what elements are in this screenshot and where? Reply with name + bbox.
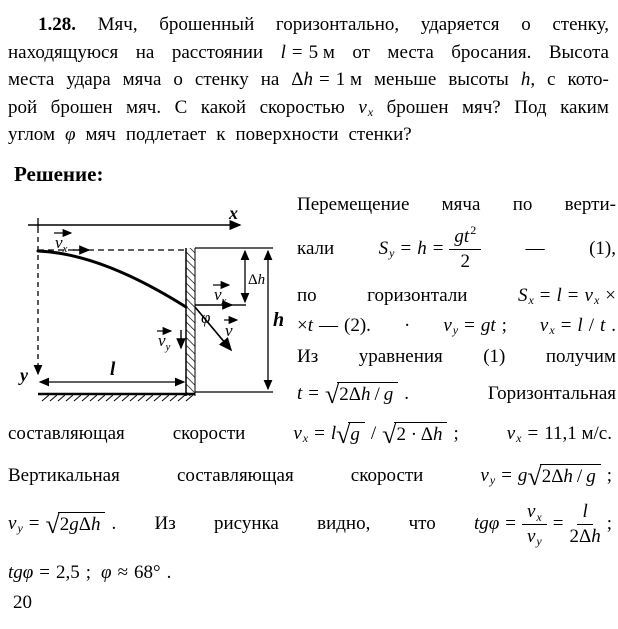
math-token: Δ — [78, 514, 91, 536]
svg-text:vx: $v_x$ — [55, 233, 68, 255]
math-token: h — [520, 69, 531, 91]
math-token — [443, 315, 507, 336]
math-token — [8, 510, 117, 540]
math-token — [297, 380, 410, 410]
math-token: l — [577, 315, 583, 337]
math-token: Вертикальная — [8, 465, 120, 487]
math-token — [101, 562, 171, 583]
svg-text:v: v — [225, 321, 233, 340]
math-token: / — [576, 466, 583, 488]
math-token — [522, 502, 547, 524]
math-token — [481, 315, 496, 336]
math-token — [582, 502, 587, 521]
math-token: g — [350, 424, 360, 446]
math-token: расстоянии — [171, 41, 264, 63]
math-token — [293, 423, 308, 444]
math-token: t — [307, 315, 313, 337]
math-token: v — [506, 423, 516, 445]
math-token — [557, 285, 562, 306]
math-token — [518, 465, 528, 486]
math-token: v — [584, 284, 593, 306]
math-token: x — [549, 323, 555, 338]
math-token: y — [489, 473, 496, 488]
math-token — [293, 420, 459, 450]
math-token: = — [560, 315, 572, 337]
math-token: x — [516, 431, 522, 446]
math-token: / — [374, 384, 380, 406]
math-token: места — [8, 69, 55, 91]
math-token — [526, 525, 542, 549]
l-dimension — [40, 359, 184, 382]
math-token: ; — [501, 315, 507, 337]
math-token: = — [567, 284, 579, 306]
math-token: о — [521, 14, 531, 36]
math-token: t — [297, 383, 303, 405]
math-token: = — [432, 238, 444, 260]
math-token: к — [216, 124, 226, 146]
math-token — [522, 501, 547, 549]
math-token: / — [370, 423, 377, 445]
problem-statement — [8, 11, 609, 149]
math-token: = — [552, 513, 564, 535]
math-token — [325, 380, 398, 410]
math-token: = — [539, 284, 551, 306]
math-token — [585, 285, 600, 306]
math-token: h — [432, 424, 443, 446]
math-token: верти- — [564, 194, 616, 216]
math-token — [8, 513, 23, 534]
math-token — [480, 462, 612, 492]
math-token: 2 — [460, 250, 471, 272]
math-token: h — [563, 466, 573, 488]
solution-line-d — [297, 311, 616, 341]
svg-text:Δh: Δh — [248, 272, 266, 288]
math-token: составляющая — [176, 465, 294, 487]
math-token: по — [297, 284, 317, 306]
math-token: x — [536, 509, 542, 524]
math-token: √ — [336, 420, 351, 450]
math-token: (2). — [344, 315, 371, 337]
math-token — [297, 315, 371, 336]
math-token: . — [111, 513, 117, 535]
math-token: ≈ — [117, 562, 128, 584]
math-token: t — [599, 315, 606, 337]
math-token: С — [174, 96, 188, 118]
math-token — [586, 466, 596, 487]
math-token: брошен — [386, 96, 449, 118]
math-token: подлетает — [125, 124, 207, 146]
math-token: g — [383, 384, 394, 406]
math-token — [540, 464, 601, 487]
math-token: углом — [8, 124, 55, 146]
math-token: × — [297, 315, 308, 337]
math-token: кали — [297, 238, 335, 260]
math-token — [350, 424, 360, 445]
math-token — [336, 420, 365, 450]
page-number: 20 — [13, 592, 32, 613]
math-token — [8, 562, 91, 583]
svg-text:h: h — [273, 309, 285, 331]
vy-vector — [157, 330, 181, 353]
math-token — [521, 69, 535, 90]
math-token: находящуюся — [8, 41, 119, 63]
math-token: ; — [606, 465, 612, 487]
math-token: g — [517, 465, 528, 487]
math-token: Из — [297, 345, 319, 367]
math-token: = — [308, 383, 319, 405]
math-token: Δ — [291, 69, 304, 91]
delta-h-dimension — [245, 251, 265, 302]
math-token — [518, 285, 534, 306]
math-token: l — [556, 284, 562, 306]
math-token: v — [526, 501, 536, 523]
math-token: — — [525, 238, 545, 260]
math-token — [443, 315, 458, 336]
math-token: мяч — [85, 124, 116, 146]
math-token: получим — [545, 345, 616, 367]
math-token — [473, 501, 612, 549]
math-token — [337, 382, 398, 405]
math-token — [358, 97, 373, 118]
math-token: √ — [382, 420, 397, 450]
math-token: 5 м — [308, 41, 335, 63]
ground — [38, 394, 195, 401]
math-token: . — [611, 315, 616, 337]
math-token — [58, 512, 106, 535]
solution-line-g — [8, 413, 612, 455]
math-token — [378, 222, 482, 272]
math-token — [361, 384, 371, 405]
math-token: 11,1 м/с. — [544, 423, 612, 445]
math-token — [433, 424, 443, 445]
math-token: tgφ — [8, 562, 34, 584]
y-axis — [18, 218, 38, 385]
math-token: высоты — [448, 69, 509, 91]
math-token: x — [367, 104, 374, 119]
math-token: — — [319, 315, 338, 337]
problem-line-1 — [8, 11, 609, 39]
ground-hatching — [42, 395, 193, 401]
resultant-velocity-vector — [195, 307, 237, 350]
math-token: , — [530, 69, 536, 91]
math-token: h — [303, 69, 313, 91]
math-token — [569, 525, 600, 546]
math-token: y — [17, 521, 23, 536]
math-token: l — [280, 41, 286, 63]
math-token — [540, 315, 555, 336]
x-axis-label: x — [229, 203, 238, 223]
math-token: Перемещение — [297, 194, 410, 216]
math-token: = — [527, 423, 539, 445]
math-token — [449, 222, 481, 272]
problem-line-3 — [8, 66, 609, 94]
svg-text:vy: $v_y$ — [158, 331, 171, 353]
math-token: S — [378, 238, 389, 260]
math-token: поверхности — [235, 124, 339, 146]
math-token: φ — [101, 562, 112, 584]
math-token: l — [330, 423, 337, 445]
math-token: (1), — [589, 238, 616, 260]
math-token — [281, 42, 286, 63]
math-token: Мяч, — [97, 14, 138, 36]
math-token: (1) — [483, 345, 506, 367]
math-token — [591, 527, 601, 546]
math-token — [507, 423, 522, 444]
math-token — [526, 501, 542, 524]
math-token: скорости — [350, 465, 424, 487]
math-token: 2 · Δ — [396, 424, 433, 446]
math-token — [281, 42, 335, 63]
math-token — [600, 315, 605, 336]
math-token — [527, 462, 600, 492]
math-token: ударяется — [420, 14, 500, 36]
math-token: горизонтально, — [275, 14, 400, 36]
wall — [186, 248, 195, 396]
math-token: каким — [560, 96, 609, 118]
math-token: g — [69, 514, 79, 536]
math-token — [384, 384, 394, 405]
math-token: скорости — [172, 423, 246, 445]
math-token — [540, 315, 616, 336]
math-token: 2Δ — [569, 525, 592, 547]
math-token: y — [389, 246, 395, 261]
math-token: на — [260, 69, 280, 91]
math-token: y — [452, 323, 459, 338]
math-token: стенки? — [348, 124, 412, 146]
math-token: l — [582, 501, 588, 523]
math-token: что — [408, 513, 436, 535]
math-token: x — [528, 292, 534, 307]
trajectory-diagram — [10, 193, 310, 411]
math-token: видно, — [317, 513, 371, 535]
math-token: от — [352, 41, 370, 63]
math-token — [569, 502, 600, 546]
math-token — [577, 315, 582, 336]
math-token: × — [605, 284, 616, 306]
math-token — [382, 420, 447, 450]
math-token: = — [319, 69, 330, 91]
math-token: = — [464, 315, 475, 337]
math-token — [474, 513, 499, 534]
math-token: = — [314, 423, 325, 445]
x-axis — [28, 203, 240, 225]
impact-vx-vector — [195, 285, 246, 307]
math-token: v — [480, 465, 489, 487]
math-token: ; — [85, 562, 92, 584]
math-token: о — [173, 69, 183, 91]
math-token — [577, 502, 592, 524]
math-token: √ — [527, 462, 542, 492]
math-token: . — [166, 562, 172, 584]
trajectory-curve — [38, 251, 186, 307]
phi-angle-label: φ — [201, 308, 211, 327]
math-token: ; — [606, 513, 612, 535]
math-token — [65, 124, 76, 145]
math-token: √ — [45, 510, 60, 540]
math-token: v — [526, 525, 536, 547]
math-token — [291, 69, 362, 90]
y-axis-label: y — [20, 365, 28, 385]
math-token — [379, 238, 395, 259]
math-token: какой — [200, 96, 247, 118]
math-token: tgφ — [473, 513, 500, 535]
math-token — [91, 514, 101, 535]
math-token: 1 м — [335, 69, 362, 91]
math-token: места — [387, 41, 434, 63]
math-token: рой — [8, 96, 38, 118]
math-token: √ — [325, 380, 340, 410]
math-token: бросания. — [451, 41, 532, 63]
math-token — [526, 525, 542, 549]
math-token — [507, 423, 612, 444]
solution-line-f — [297, 372, 616, 416]
solution-line-b — [297, 218, 616, 280]
math-token: по — [512, 194, 533, 216]
math-token: 68° — [134, 562, 161, 584]
math-token: рисунка — [213, 513, 279, 535]
math-token — [101, 562, 112, 583]
solution-line-h — [8, 455, 612, 497]
math-token: 2 — [470, 222, 477, 237]
math-token: h — [90, 514, 101, 536]
svg-text:vx: $v_x$ — [214, 285, 227, 307]
math-token — [45, 510, 105, 540]
math-token: скоростью — [259, 96, 345, 118]
math-token: 1.28. — [38, 14, 76, 36]
math-token: v — [358, 96, 367, 118]
solution-heading: Решение: — [14, 162, 104, 186]
math-token: меньше — [373, 69, 437, 91]
math-token — [518, 285, 616, 306]
solution-line-i — [8, 497, 612, 551]
initial-velocity-vector — [54, 233, 89, 255]
math-token — [563, 466, 573, 487]
math-token: 2 — [59, 514, 70, 536]
math-token: = — [505, 513, 516, 535]
math-token: h — [591, 525, 601, 547]
problem-line-5 — [8, 121, 609, 149]
math-token: брошен — [50, 96, 113, 118]
math-token: = — [39, 562, 51, 584]
h-dimension — [268, 251, 284, 389]
math-token: · — [403, 315, 411, 337]
solution-column — [297, 192, 616, 416]
math-token — [8, 562, 33, 583]
math-token: v — [8, 513, 17, 535]
math-token: . — [404, 383, 410, 405]
math-token: мяча — [122, 69, 162, 91]
svg-text:l: l — [110, 359, 116, 380]
math-token — [69, 514, 79, 535]
math-token — [348, 422, 365, 445]
math-token: v — [443, 315, 452, 337]
math-token: h — [417, 238, 427, 260]
math-token: Высота — [548, 41, 609, 63]
math-token: gt — [454, 226, 470, 248]
math-token — [454, 222, 477, 248]
math-token: v — [539, 315, 549, 337]
math-token: g — [586, 466, 596, 488]
math-token: 2Δ — [541, 466, 564, 488]
math-token: 2Δ — [339, 384, 361, 406]
math-token: 2,5 — [56, 562, 80, 584]
math-token: кото- — [567, 69, 609, 91]
math-token: φ — [64, 124, 76, 146]
math-token — [449, 222, 481, 249]
math-token — [304, 69, 314, 90]
math-token: мяч? — [461, 96, 501, 118]
math-token: h — [361, 384, 371, 406]
math-token: уравнения — [358, 345, 443, 367]
problem-line-2 — [8, 39, 609, 67]
math-token: ; — [453, 423, 459, 445]
math-token — [461, 250, 471, 271]
math-token: = — [400, 238, 412, 260]
math-token: удара — [66, 69, 111, 91]
math-token — [308, 315, 313, 336]
math-token: Под — [514, 96, 547, 118]
solution-line-e — [297, 341, 616, 372]
math-token — [521, 69, 531, 90]
math-token: / — [588, 315, 594, 337]
math-token: = — [291, 41, 303, 63]
solution-line-j — [8, 556, 612, 590]
math-token: y — [536, 534, 542, 549]
math-token: Горизонтальная — [487, 383, 616, 405]
math-token: с — [547, 69, 556, 91]
math-token: мяча — [441, 194, 481, 216]
math-token — [394, 422, 447, 445]
math-token: на — [135, 41, 155, 63]
math-token: = — [501, 465, 512, 487]
wall-hatching — [186, 248, 195, 396]
math-token: S — [517, 284, 528, 306]
math-token: горизонтали — [367, 284, 468, 306]
math-token — [297, 383, 302, 404]
solution-line-c — [297, 280, 616, 311]
math-token: v — [293, 423, 302, 445]
solution-line-a — [297, 192, 616, 218]
math-token: стенку — [194, 69, 249, 91]
math-token: Из — [154, 513, 176, 535]
math-token: x — [593, 292, 600, 307]
math-token: брошенный — [159, 14, 255, 36]
math-token: мяч. — [126, 96, 162, 118]
problem-line-4 — [8, 94, 609, 122]
math-token: составляющая — [8, 423, 125, 445]
math-token: x — [302, 431, 309, 446]
math-token: gt — [480, 315, 496, 337]
math-token — [480, 465, 495, 486]
math-token: стенку, — [552, 14, 609, 36]
math-token: = — [28, 513, 40, 535]
math-token — [417, 238, 427, 259]
